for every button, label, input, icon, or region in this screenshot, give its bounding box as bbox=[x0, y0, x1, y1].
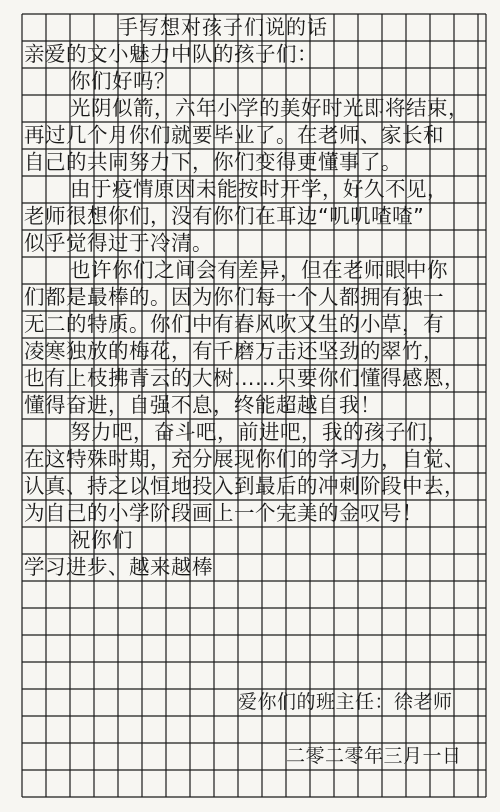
letter-line-18: 祝你们 bbox=[70, 528, 133, 552]
greeting: 亲爱的文小魅力中队的孩子们： bbox=[24, 42, 318, 66]
line-12-row bbox=[0, 365, 500, 392]
line-6-row bbox=[0, 203, 500, 230]
letter-line-10: 无二的特质。你们中有春风吹又生的小草，有 bbox=[24, 312, 444, 336]
letter-line-1: 你们好吗？ bbox=[70, 69, 175, 93]
letter-line-8: 也许你们之间会有差异，但在老师眼中你 bbox=[70, 258, 448, 282]
line-5-row bbox=[0, 176, 500, 203]
line-18-row bbox=[0, 527, 500, 554]
line-7-row bbox=[0, 230, 500, 257]
line-15-row bbox=[0, 446, 500, 473]
letter-line-9: 们都是最棒的。因为你们每一个人都拥有独一 bbox=[24, 285, 444, 309]
letter-line-16: 认真、持之以恒地投入到最后的冲刺阶段中去， bbox=[24, 474, 465, 498]
date-row bbox=[0, 743, 500, 770]
line-9-row bbox=[0, 284, 500, 311]
letter-line-11: 凌寒独放的梅花，有千磨万击还坚劲的翠竹， bbox=[24, 339, 444, 363]
letter-line-4: 自己的共同努力下，你们变得更懂事了。 bbox=[24, 150, 402, 174]
letter-line-12: 也有上枝拂青云的大树……只要你们懂得感恩， bbox=[24, 366, 465, 390]
letter-line-17: 为自己的小学阶段画上一个完美的金叹号！ bbox=[24, 501, 423, 525]
letter-title: 手写想对孩子们说的话 bbox=[118, 15, 328, 39]
date: 二零二零年三月一日 bbox=[286, 745, 462, 767]
line-2-row bbox=[0, 95, 500, 122]
letter-line-7: 似乎觉得过于冷清。 bbox=[24, 231, 213, 255]
letter-line-3: 再过几个月你们就要毕业了。在老师、家长和 bbox=[24, 123, 444, 147]
signature-row bbox=[0, 689, 500, 716]
line-19-row bbox=[0, 554, 500, 581]
line-10-row bbox=[0, 311, 500, 338]
letter-line-15: 在这特殊时期，充分展现你们的学习力，自觉、 bbox=[24, 447, 465, 471]
letter-line-2: 光阴似箭，六年小学的美好时光即将结束， bbox=[70, 96, 469, 120]
letter-line-14: 努力吧，奋斗吧，前进吧，我的孩子们， bbox=[70, 420, 448, 444]
line-8-row bbox=[0, 257, 500, 284]
letter-title-row bbox=[0, 14, 500, 41]
signature: 爱你们的班主任：徐老师 bbox=[238, 691, 453, 713]
line-17-row bbox=[0, 500, 500, 527]
line-13-row bbox=[0, 392, 500, 419]
letter-line-5: 由于疫情原因未能按时开学，好久不见， bbox=[70, 177, 448, 201]
greeting-row bbox=[0, 41, 500, 68]
line-16-row bbox=[0, 473, 500, 500]
line-4-row bbox=[0, 149, 500, 176]
letter-line-13: 懂得奋进，自强不息，终能超越自我！ bbox=[24, 393, 381, 417]
letter-line-19: 学习进步、越来越棒 bbox=[24, 555, 213, 579]
letter-line-6: 老师很想你们，没有你们在耳边“叽叽喳喳” bbox=[24, 204, 425, 228]
line-1-row bbox=[0, 68, 500, 95]
line-3-row bbox=[0, 122, 500, 149]
line-14-row bbox=[0, 419, 500, 446]
line-11-row bbox=[0, 338, 500, 365]
